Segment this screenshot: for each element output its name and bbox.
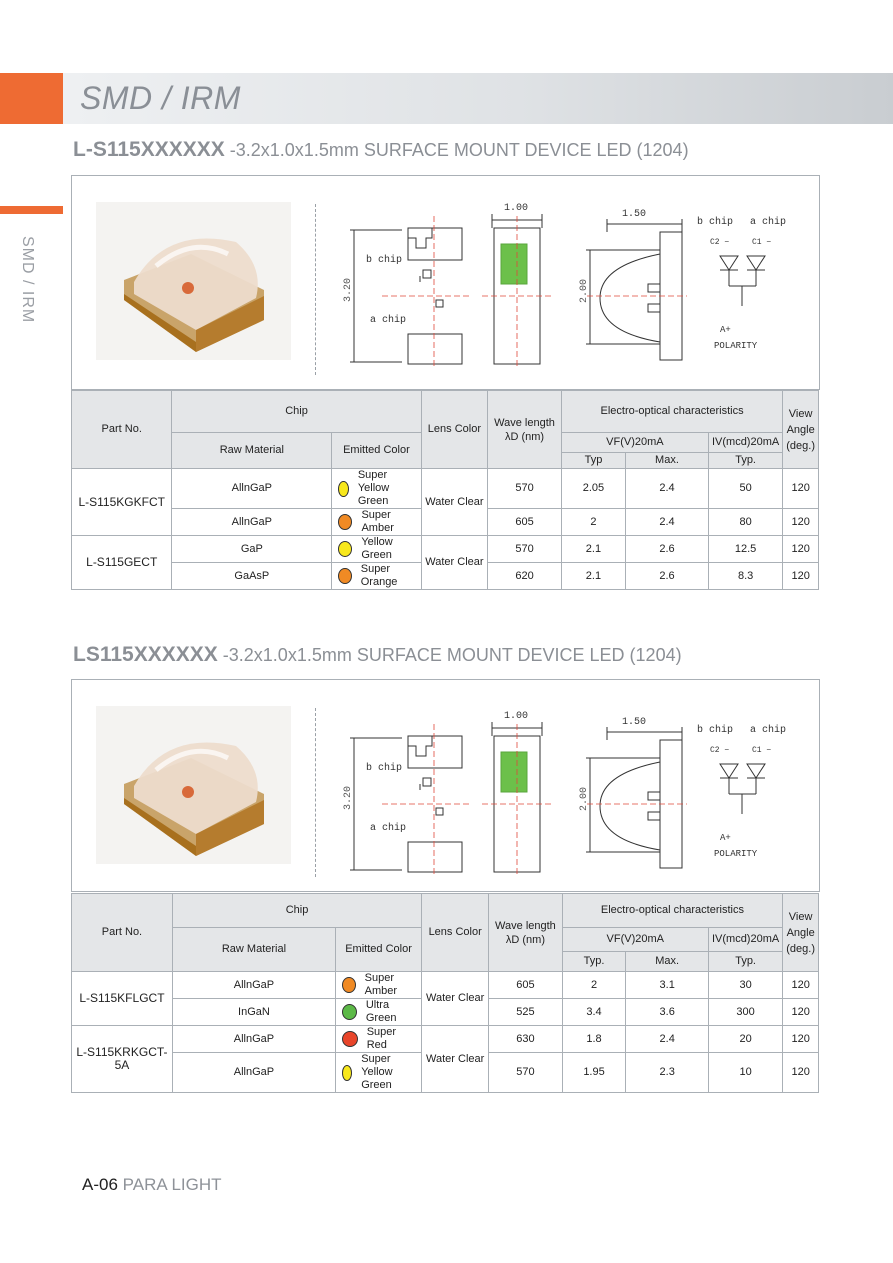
col-view-angle: View Angle (deg.) xyxy=(783,894,819,972)
side-tab-label: SMD / IRM xyxy=(19,236,36,324)
c2-label: C2 − xyxy=(710,238,730,247)
raw-material-cell: GaP xyxy=(172,536,332,563)
anode-label: A+ xyxy=(720,325,731,335)
b-chip-header: b chip xyxy=(697,217,734,228)
width-dimension: 1.00 xyxy=(504,711,529,722)
emitted-color-cell xyxy=(336,999,422,1026)
col-iv-typ: Typ. xyxy=(708,453,782,469)
raw-material-cell: InGaN xyxy=(172,999,335,1026)
iv-typ-cell: 50 xyxy=(708,469,782,509)
section-title xyxy=(73,643,682,667)
wavelength-cell: 630 xyxy=(489,1026,562,1053)
c1-label: C1 − xyxy=(752,238,772,247)
col-vf: VF(V)20mA xyxy=(561,433,708,453)
emitted-color-cell xyxy=(336,1026,422,1053)
view-angle-cell: 120 xyxy=(783,1026,819,1053)
col-chip: Chip xyxy=(172,391,421,433)
color-swatch-icon xyxy=(338,568,352,584)
page-footer xyxy=(82,1175,222,1195)
wavelength-cell: 525 xyxy=(489,999,562,1026)
iv-typ-cell: 8.3 xyxy=(708,563,782,590)
vf-typ-cell: 1.8 xyxy=(562,1026,626,1053)
emitted-color-cell xyxy=(336,1053,422,1093)
page-title: SMD / IRM xyxy=(80,80,241,116)
vf-typ-cell: 2.1 xyxy=(561,536,625,563)
vf-max-cell: 3.1 xyxy=(626,972,708,999)
col-vf-max: Max. xyxy=(626,453,709,469)
vf-typ-cell: 3.4 xyxy=(562,999,626,1026)
led-product-photo xyxy=(96,202,291,360)
series-description: -3.2x1.0x1.5mm SURFACE MOUNT DEVICE LED (1204) xyxy=(229,140,689,160)
iv-typ-cell: 12.5 xyxy=(708,536,782,563)
package-figure xyxy=(71,679,820,892)
wavelength-cell: 605 xyxy=(489,972,562,999)
emitted-color-text: Yellow Green xyxy=(361,536,393,561)
col-wavelength: Wave length λD (nm) xyxy=(489,894,562,972)
series-description: -3.2x1.0x1.5mm SURFACE MOUNT DEVICE LED (1204) xyxy=(222,645,682,665)
view-angle-cell: 120 xyxy=(783,536,819,563)
col-raw-material: Raw Material xyxy=(172,433,332,469)
view-angle-cell: 120 xyxy=(783,509,819,536)
vf-max-cell: 2.4 xyxy=(626,469,709,509)
wavelength-cell: 570 xyxy=(488,469,562,509)
a-chip-header: a chip xyxy=(750,217,787,228)
col-raw-material: Raw Material xyxy=(172,928,335,972)
col-chip: Chip xyxy=(172,894,421,928)
part-number-cell: L-S115GECT xyxy=(72,536,172,590)
vf-typ-cell: 1.95 xyxy=(562,1053,626,1093)
side-tab-accent xyxy=(0,206,63,214)
package-dimension-drawing xyxy=(342,194,802,369)
col-emitted-color: Emitted Color xyxy=(332,433,421,469)
vf-typ-cell: 2.05 xyxy=(561,469,625,509)
col-iv: IV(mcd)20mA xyxy=(708,928,782,952)
col-electro-optical: Electro-optical characteristics xyxy=(562,894,783,928)
package-dimension-drawing xyxy=(342,702,802,877)
emitted-color-text: Super Yellow Green xyxy=(361,1053,393,1091)
a-chip-label: a chip xyxy=(370,823,407,834)
c2-label: C2 − xyxy=(710,746,730,755)
view-angle-cell: 120 xyxy=(783,563,819,590)
col-iv: IV(mcd)20mA xyxy=(708,433,782,453)
view-angle-cell: 120 xyxy=(783,972,819,999)
col-vf-typ: Typ xyxy=(561,453,625,469)
emitted-color-cell xyxy=(336,972,422,999)
col-lens-color: Lens Color xyxy=(421,391,488,469)
vf-typ-cell: 2 xyxy=(562,972,626,999)
view-angle-cell: 120 xyxy=(783,469,819,509)
spec-table xyxy=(71,893,819,1093)
raw-material-cell: AllnGaP xyxy=(172,1053,335,1093)
vf-max-cell: 2.6 xyxy=(626,536,709,563)
col-electro-optical: Electro-optical characteristics xyxy=(561,391,782,433)
b-chip-header: b chip xyxy=(697,725,734,736)
raw-material-cell: GaAsP xyxy=(172,563,332,590)
table-row xyxy=(72,536,819,563)
emitted-color-cell xyxy=(332,563,421,590)
brand-name: PARA LIGHT xyxy=(122,1175,222,1194)
vf-max-cell: 2.6 xyxy=(626,563,709,590)
raw-material-cell: AllnGaP xyxy=(172,972,335,999)
page-number: A-06 xyxy=(82,1175,118,1194)
iv-typ-cell: 300 xyxy=(708,999,782,1026)
part-series: L-S115XXXXXX xyxy=(73,138,225,161)
figure-divider xyxy=(315,204,316,375)
raw-material-cell: AllnGaP xyxy=(172,1026,335,1053)
col-vf: VF(V)20mA xyxy=(562,928,708,952)
table-row xyxy=(72,1026,819,1053)
col-iv-typ: Typ. xyxy=(708,952,782,972)
vf-max-cell: 2.4 xyxy=(626,1026,708,1053)
emitted-color-cell xyxy=(332,536,421,563)
vf-max-cell: 3.6 xyxy=(626,999,708,1026)
vf-max-cell: 2.4 xyxy=(626,509,709,536)
anode-label: A+ xyxy=(720,833,731,843)
depth-dimension: 1.50 xyxy=(622,209,647,220)
section-title xyxy=(73,138,689,162)
iv-typ-cell: 30 xyxy=(708,972,782,999)
polarity-label: POLARITY xyxy=(714,849,758,859)
part-number-cell: L-S115KFLGCT xyxy=(72,972,173,1026)
emitted-color-text: Super Yellow Green xyxy=(357,469,390,507)
col-wavelength: Wave length λD (nm) xyxy=(488,391,562,469)
color-swatch-icon xyxy=(338,481,349,497)
table-row xyxy=(72,469,819,509)
vf-typ-cell: 2.1 xyxy=(561,563,625,590)
wavelength-cell: 620 xyxy=(488,563,562,590)
polarity-label: POLARITY xyxy=(714,341,758,351)
iv-typ-cell: 10 xyxy=(708,1053,782,1093)
col-emitted-color: Emitted Color xyxy=(336,928,422,972)
iv-typ-cell: 80 xyxy=(708,509,782,536)
color-swatch-icon xyxy=(342,977,356,993)
lens-color-cell: Water Clear xyxy=(421,536,488,590)
part-number-cell: L-S115KGKFCT xyxy=(72,469,172,536)
col-part-no: Part No. xyxy=(72,894,173,972)
vf-typ-cell: 2 xyxy=(561,509,625,536)
depth-dimension: 1.50 xyxy=(622,717,647,728)
package-figure xyxy=(71,175,820,390)
header-accent xyxy=(0,73,63,124)
width-dimension: 1.00 xyxy=(504,203,529,214)
wavelength-cell: 570 xyxy=(488,536,562,563)
a-chip-header: a chip xyxy=(750,725,787,736)
lens-color-cell: Water Clear xyxy=(422,972,489,1026)
raw-material-cell: AllnGaP xyxy=(172,509,332,536)
col-lens-color: Lens Color xyxy=(422,894,489,972)
lens-dimension: 2.00 xyxy=(579,278,590,303)
color-swatch-icon xyxy=(342,1004,357,1020)
height-dimension: 3.20 xyxy=(343,785,354,810)
b-chip-label: b chip xyxy=(366,763,403,774)
emitted-color-cell xyxy=(332,469,421,509)
color-swatch-icon xyxy=(342,1031,358,1047)
color-swatch-icon xyxy=(342,1065,352,1081)
col-view-angle: View Angle (deg.) xyxy=(783,391,819,469)
a-chip-label: a chip xyxy=(370,315,407,326)
spec-table xyxy=(71,390,819,590)
col-vf-max: Max. xyxy=(626,952,708,972)
emitted-color-text: Super Amber xyxy=(364,972,398,997)
emitted-color-text: Super Orange xyxy=(360,563,398,588)
col-vf-typ: Typ. xyxy=(562,952,626,972)
led-product-photo xyxy=(96,706,291,864)
table-row xyxy=(72,972,819,999)
raw-material-cell: AllnGaP xyxy=(172,469,332,509)
vf-max-cell: 2.3 xyxy=(626,1053,708,1093)
color-swatch-icon xyxy=(338,541,352,557)
emitted-color-text: Super Amber xyxy=(361,509,394,534)
view-angle-cell: 120 xyxy=(783,999,819,1026)
part-series: LS115XXXXXX xyxy=(73,643,218,666)
lens-dimension: 2.00 xyxy=(579,786,590,811)
emitted-color-cell xyxy=(332,509,421,536)
part-number-cell: L-S115KRKGCT-5A xyxy=(72,1026,173,1093)
figure-divider xyxy=(315,708,316,877)
c1-label: C1 − xyxy=(752,746,772,755)
wavelength-cell: 570 xyxy=(489,1053,562,1093)
wavelength-cell: 605 xyxy=(488,509,562,536)
view-angle-cell: 120 xyxy=(783,1053,819,1093)
b-chip-label: b chip xyxy=(366,255,403,266)
height-dimension: 3.20 xyxy=(343,277,354,302)
color-swatch-icon xyxy=(338,514,352,530)
lens-color-cell: Water Clear xyxy=(421,469,488,536)
col-part-no: Part No. xyxy=(72,391,172,469)
emitted-color-text: Super Red xyxy=(366,1026,397,1051)
iv-typ-cell: 20 xyxy=(708,1026,782,1053)
lens-color-cell: Water Clear xyxy=(422,1026,489,1093)
emitted-color-text: Ultra Green xyxy=(365,999,397,1024)
